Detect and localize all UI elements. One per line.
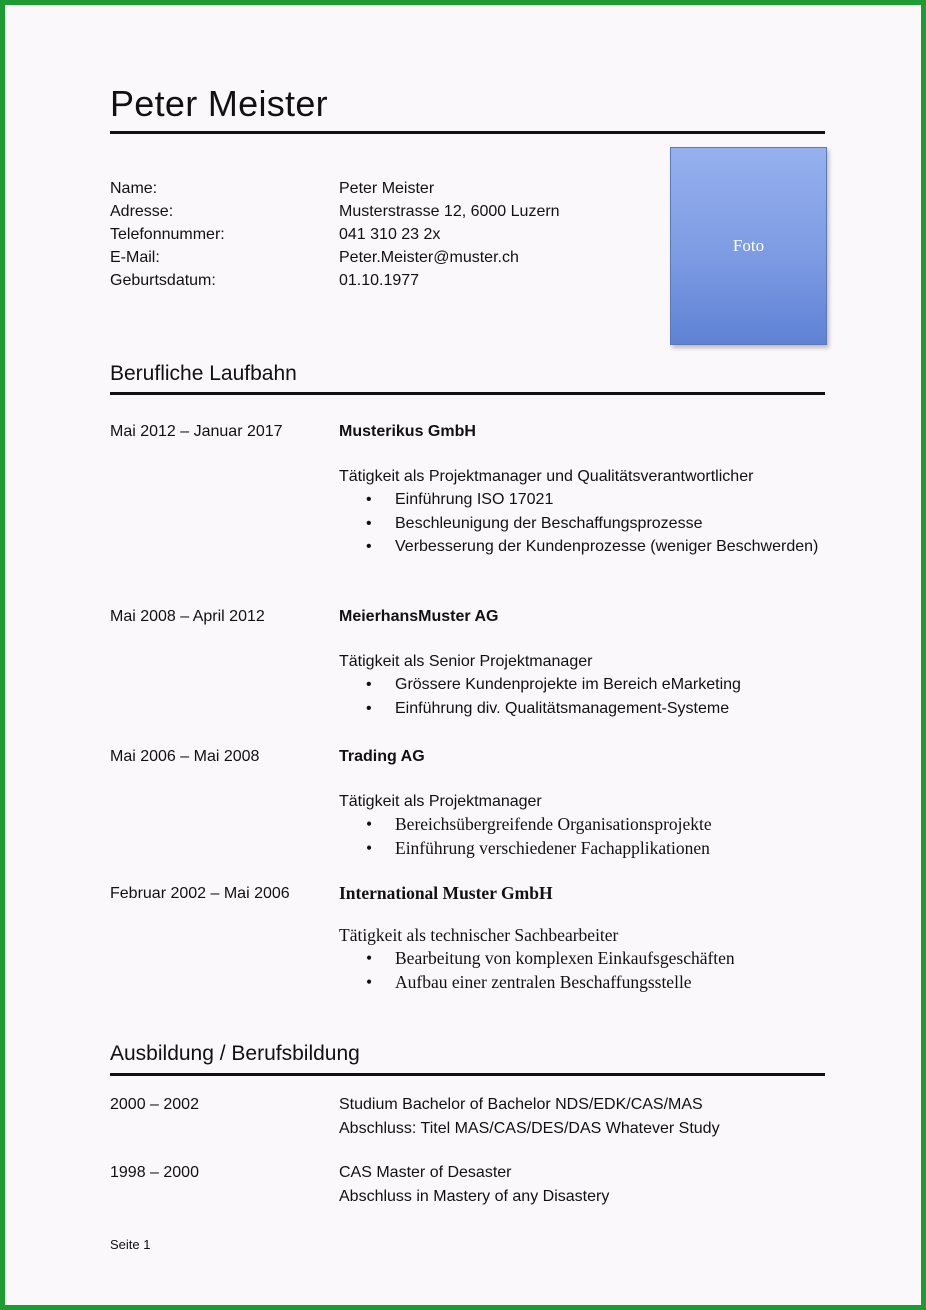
detail-label: E-Mail: [110, 249, 160, 266]
detail-label: Adresse: [110, 203, 174, 220]
detail-label: Telefonnummer: [110, 226, 225, 243]
entry-bullets [339, 488, 819, 559]
entry-role: Tätigkeit als Projektmanager [339, 792, 542, 810]
education-divider [110, 1073, 825, 1076]
page-title: Peter Meister [110, 83, 328, 124]
entry-role: Tätigkeit als Projektmanager und Qualitätsverantwortlicher [339, 467, 754, 485]
career-divider [110, 392, 825, 395]
entry-company: Musterikus GmbH [339, 423, 476, 440]
photo-placeholder [670, 147, 827, 345]
section-title-career: Berufliche Laufbahn [110, 362, 297, 385]
entry-date: 1998 – 2000 [110, 1164, 199, 1181]
detail-row-email [110, 246, 560, 269]
list-item: • Einführung div. Qualitätsmanagement-Systeme [395, 697, 819, 721]
entry-company: Trading AG [339, 748, 425, 765]
list-item: • Verbesserung der Kundenprozesse (weniger Beschwerden) [395, 535, 819, 559]
detail-value: 041 310 23 2x [339, 226, 441, 243]
entry-line: CAS Master of Desaster [339, 1164, 512, 1181]
list-item: • Bereichsübergreifende Organisationsprojekte [395, 813, 819, 837]
entry-date: Mai 2008 – April 2012 [110, 608, 265, 625]
entry-body [339, 1093, 819, 1140]
list-item: • Aufbau einer zentralen Beschaffungsstelle [395, 971, 819, 995]
entry-body [339, 745, 819, 860]
personal-details [110, 177, 560, 292]
entry-body [339, 882, 819, 994]
entry-role: Tätigkeit als technischer Sachbearbeiter [339, 924, 619, 945]
entry-date: Mai 2006 – Mai 2008 [110, 748, 260, 765]
list-item: • Grössere Kundenprojekte im Bereich eMarketing [395, 673, 819, 697]
section-title-education: Ausbildung / Berufsbildung [110, 1042, 360, 1065]
entry-body [339, 605, 819, 720]
entry-line: Abschluss in Mastery of any Disastery [339, 1187, 610, 1205]
entry-date: 2000 – 2002 [110, 1096, 199, 1113]
photo-label: Foto [732, 236, 765, 255]
entry-date: Februar 2002 – Mai 2006 [110, 885, 290, 902]
detail-row-address [110, 200, 560, 223]
title-divider [110, 131, 825, 134]
entry-bullets [339, 947, 819, 994]
entry-line: Abschluss: Titel MAS/CAS/DES/DAS Whatever Study [339, 1119, 720, 1137]
entry-date: Mai 2012 – Januar 2017 [110, 423, 283, 440]
detail-value: 01.10.1977 [339, 272, 420, 289]
detail-value: Musterstrasse 12, 6000 Luzern [339, 203, 560, 220]
detail-row-birthdate [110, 269, 560, 292]
entry-company: MeierhansMuster AG [339, 608, 499, 625]
entry-bullets [339, 673, 819, 720]
entry-body [339, 420, 819, 559]
entry-company: International Muster GmbH [339, 883, 553, 903]
list-item: • Einführung ISO 17021 [395, 488, 819, 512]
list-item: • Bearbeitung von komplexen Einkaufsgeschäften [395, 947, 819, 971]
page-number: Seite 1 [110, 1237, 151, 1252]
detail-value: Peter Meister [339, 180, 435, 197]
entry-bullets [339, 813, 819, 860]
entry-body [339, 1161, 819, 1208]
list-item: • Einführung verschiedener Fachapplikationen [395, 837, 819, 861]
entry-role: Tätigkeit als Senior Projektmanager [339, 652, 593, 670]
detail-value: Peter.Meister@muster.ch [339, 249, 519, 266]
detail-row-name [110, 177, 560, 200]
detail-label: Name: [110, 180, 158, 197]
entry-line: Studium Bachelor of Bachelor NDS/EDK/CAS/MAS [339, 1096, 703, 1113]
detail-label: Geburtsdatum: [110, 272, 216, 289]
detail-row-phone [110, 223, 560, 246]
list-item: • Beschleunigung der Beschaffungsprozesse [395, 512, 819, 536]
